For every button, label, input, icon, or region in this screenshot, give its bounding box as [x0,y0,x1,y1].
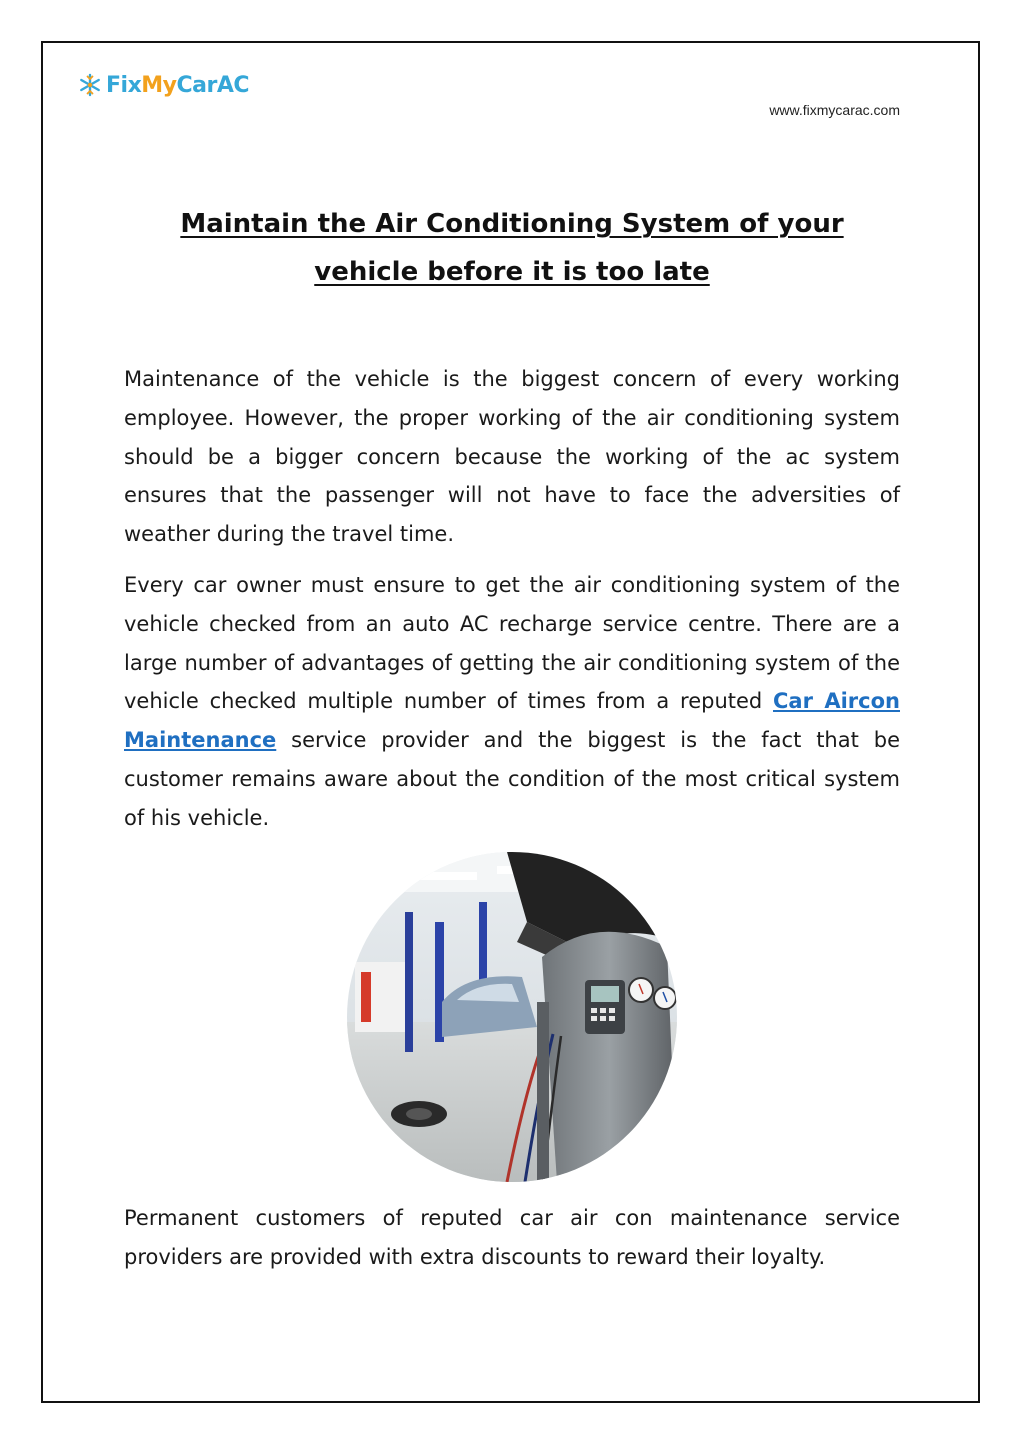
website-url[interactable]: www.fixmycarac.com [769,102,900,118]
brand-logo [78,70,249,100]
snowflake-icon [78,73,102,97]
paragraph-advantages: Every car owner must ensure to get the air conditioning system of the vehicle checked from an auto AC recharge service centre. There are a large number of advantages of getting the air conditioning system of the vehicle checked multiple number of times from a reputed Car Aircon Maintenance service provider and the biggest is the fact that be customer remains aware about the condition of the most critical system of his vehicle. [124,573,900,830]
logo-wordmark: FixMyCarAC [106,72,250,98]
paragraph-discounts: Permanent customers of reputed car air con maintenance service providers are provided with extra discounts to reward their loyalty. [124,1206,900,1269]
paragraph-intro: Maintenance of the vehicle is the biggest concern of every working employee. However, the proper working of the air conditioning system should be a bigger concern because the working of the ac system ensures that the passenger will not have to face the adversities of weather during the travel time. [124,367,900,547]
ac-recharge-machine-photo [347,852,677,1182]
document-title: Maintain the Air Conditioning System of your vehicle before it is too late [180,209,844,287]
car-aircon-maintenance-link[interactable]: Car Aircon Maintenance [124,689,900,753]
